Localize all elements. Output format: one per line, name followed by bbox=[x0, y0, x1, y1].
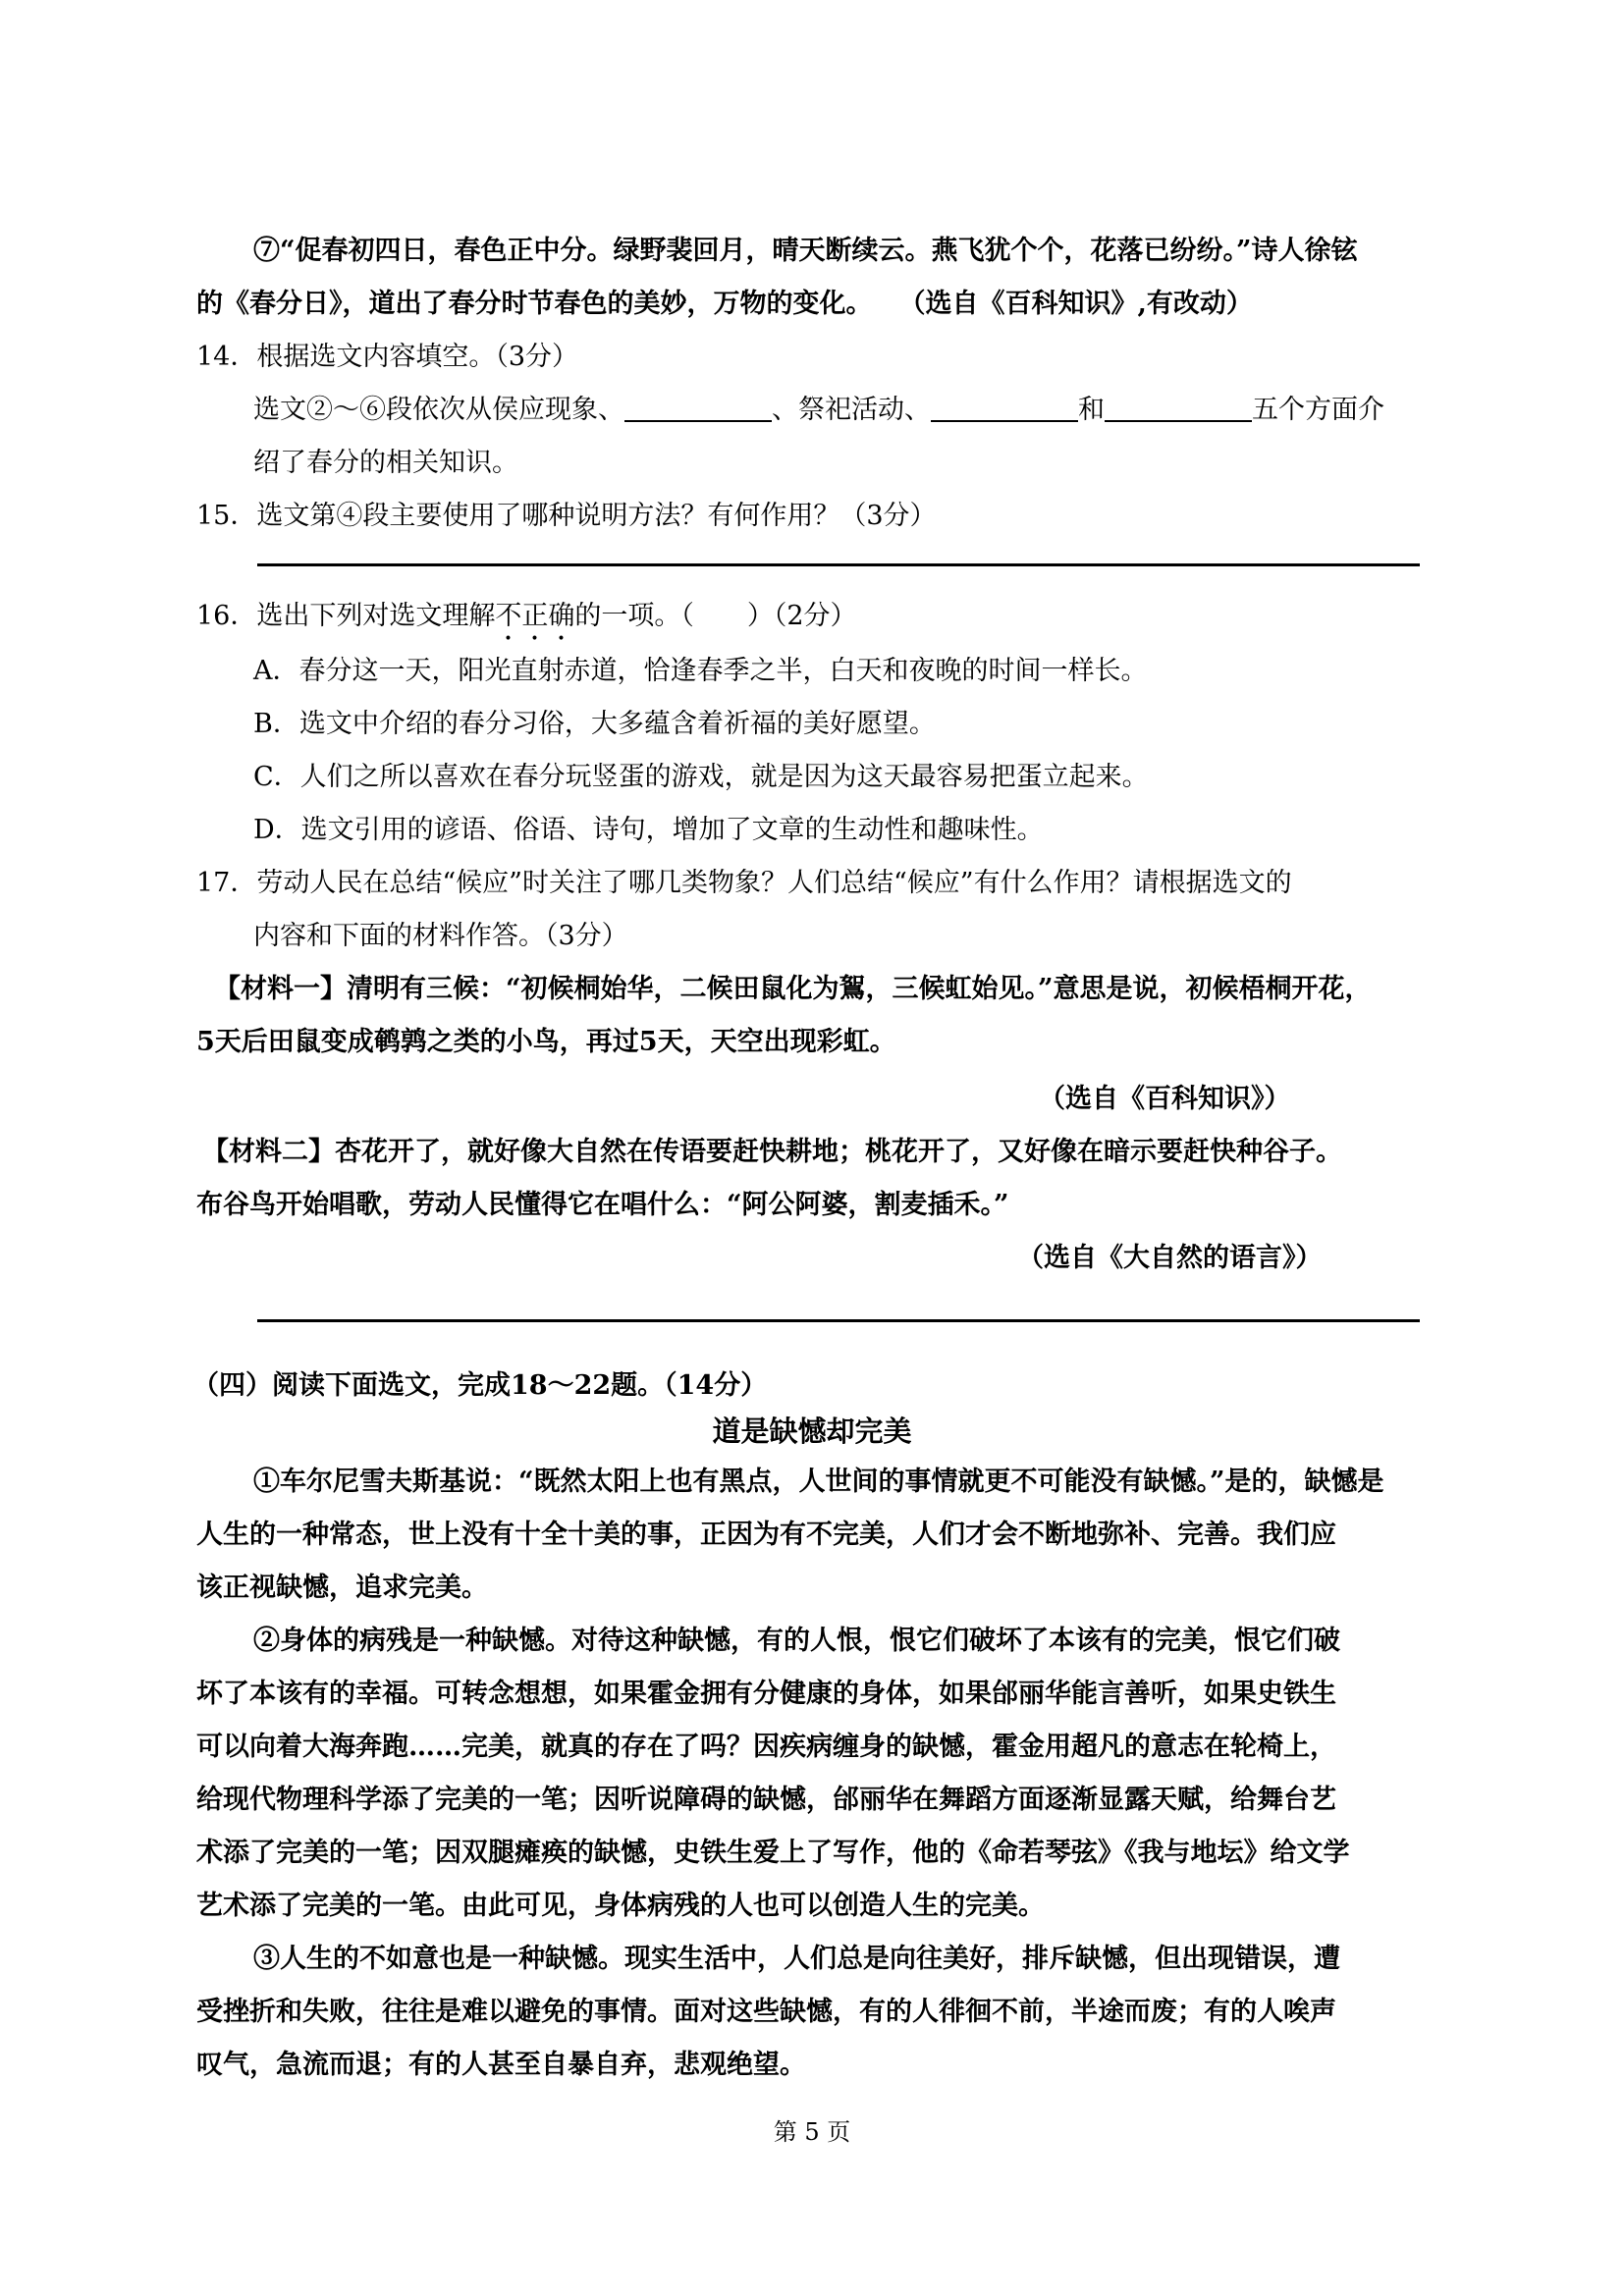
article-para2-line2: 坏了本该有的幸福。可转念想想，如果霍金拥有分健康的身体，如果邰丽华能言善听，如果史铁生 bbox=[196, 1679, 1336, 1709]
article-para1-line1: ①车尔尼雪夫斯基说：“既然太阳上也有黑点，人世间的事情就更不可能没有缺憾。”是的，缺憾是 bbox=[253, 1467, 1384, 1497]
para7-line2: 的《春分日》，道出了春分时节春色的美妙，万物的变化。 （选自《百科知识》,有改动） bbox=[196, 289, 1253, 319]
article-para2-line1: ②身体的病残是一种缺憾。对待这种缺憾，有的人恨，恨它们破坏了本该有的完美，恨它们破 bbox=[253, 1626, 1340, 1656]
answer-line-17[interactable] bbox=[257, 1319, 1420, 1322]
material2-line2: 布谷鸟开始唱歌，劳动人民懂得它在唱什么：“阿公阿婆，割麦插禾。” bbox=[196, 1190, 1009, 1220]
material2-source: （选自《大自然的语言》） bbox=[1017, 1243, 1323, 1273]
section-4-header: （四）阅读下面选文，完成18～22题。（14分） bbox=[192, 1370, 768, 1401]
q14-text-a: 选文②～⑥段依次从侯应现象、 bbox=[253, 395, 624, 425]
article-para2-line6: 艺术添了完美的一笔。由此可见，身体病残的人也可以创造人生的完美。 bbox=[196, 1891, 1045, 1921]
question-14-stem: 14．根据选文内容填空。（3分） bbox=[196, 342, 579, 372]
q16-option-b[interactable]: B．选文中介绍的春分习俗，大多蕴含着祈福的美好愿望。 bbox=[253, 709, 936, 739]
question-16-stem bbox=[196, 597, 857, 647]
question-17-line2: 内容和下面的材料作答。（3分） bbox=[253, 921, 628, 951]
material1-source: （选自《百科知识》） bbox=[1039, 1084, 1291, 1114]
article-para2-line4: 给现代物理科学添了完美的一笔；因听说障碍的缺憾，邰丽华在舞蹈方面逐渐显露天赋，给舞台艺 bbox=[196, 1785, 1336, 1815]
para7-line1: ⑦“促春初四日，春色正中分。绿野裴回月，晴天断续云。燕飞犹个个，花落已纷纷。”诗人徐铉 bbox=[253, 236, 1358, 266]
q16-option-d[interactable]: D．选文引用的谚语、俗语、诗句，增加了文章的生动性和趣味性。 bbox=[253, 815, 1044, 845]
q16-option-c[interactable]: C．人们之所以喜欢在春分玩竖蛋的游戏，就是因为这天最容易把蛋立起来。 bbox=[253, 762, 1149, 792]
material1-line1: 【材料一】清明有三候：“初候桐始华，二候田鼠化为鴽，三候虹始见。”意思是说，初候梧桐开花， bbox=[214, 974, 1372, 1004]
q14-text-d: 五个方面介 bbox=[1252, 395, 1384, 425]
q14-text-b: 、祭祀活动、 bbox=[772, 395, 931, 425]
article-para2-line5: 术添了完美的一笔；因双腿瘫痪的缺憾，史铁生爱上了写作，他的《命若琴弦》《我与地坛》给文学 bbox=[196, 1838, 1350, 1868]
question-17-line1: 17．劳动人民在总结“候应”时关注了哪几类物象？人们总结“候应”有什么作用？请根据选文的 bbox=[196, 868, 1292, 898]
q14-blank-3[interactable] bbox=[1105, 395, 1252, 422]
q16-stem-a: 16．选出下列对选文理解 bbox=[196, 601, 496, 631]
question-15: 15．选文第④段主要使用了哪种说明方法？有何作用？（3分） bbox=[196, 501, 937, 531]
q16-stem-b: 的一项。（ ）（2分） bbox=[574, 601, 857, 631]
q14-text-c: 和 bbox=[1078, 395, 1105, 425]
article-para3-line2: 受挫折和失败，往往是难以避免的事情。面对这些缺憾，有的人徘徊不前，半途而废；有的人唉声 bbox=[196, 1997, 1336, 2027]
article-para3-line3: 叹气，急流而退；有的人甚至自暴自弃，悲观绝望。 bbox=[196, 2050, 806, 2080]
article-title: 道是缺憾却完美 bbox=[712, 1415, 912, 1448]
q14-blank-1[interactable] bbox=[624, 395, 772, 422]
article-para1-line3: 该正视缺憾，追求完美。 bbox=[196, 1573, 488, 1603]
material2-line1: 【材料二】杏花开了，就好像大自然在传语要赶快耕地；桃花开了，又好像在暗示要赶快种谷子。 bbox=[202, 1137, 1342, 1167]
article-para2-line3: 可以向着大海奔跑……完美，就真的存在了吗？因疾病缠身的缺憾，霍金用超凡的意志在轮椅上， bbox=[196, 1732, 1336, 1762]
answer-line-15[interactable] bbox=[257, 563, 1420, 566]
material1-line2: 5天后田鼠变成鹌鹑之类的小鸟，再过5天，天空出现彩虹。 bbox=[196, 1027, 896, 1057]
article-para3-line1: ③人生的不如意也是一种缺憾。现实生活中，人们总是向往美好，排斥缺憾，但出现错误，遭 bbox=[253, 1944, 1340, 1974]
q16-option-a[interactable]: A．春分这一天，阳光直射赤道，恰逢春季之半，白天和夜晚的时间一样长。 bbox=[253, 656, 1148, 686]
q14-blank-2[interactable] bbox=[931, 395, 1078, 422]
q16-stem-emphasis: 不正确 bbox=[495, 601, 575, 631]
article-para1-line2: 人生的一种常态，世上没有十全十美的事，正因为有不完美，人们才会不断地弥补、完善。我们应 bbox=[196, 1520, 1336, 1550]
page-number: 第 5 页 bbox=[773, 2118, 851, 2146]
question-14-line1 bbox=[253, 391, 1384, 430]
question-14-line2: 绍了春分的相关知识。 bbox=[253, 448, 518, 478]
